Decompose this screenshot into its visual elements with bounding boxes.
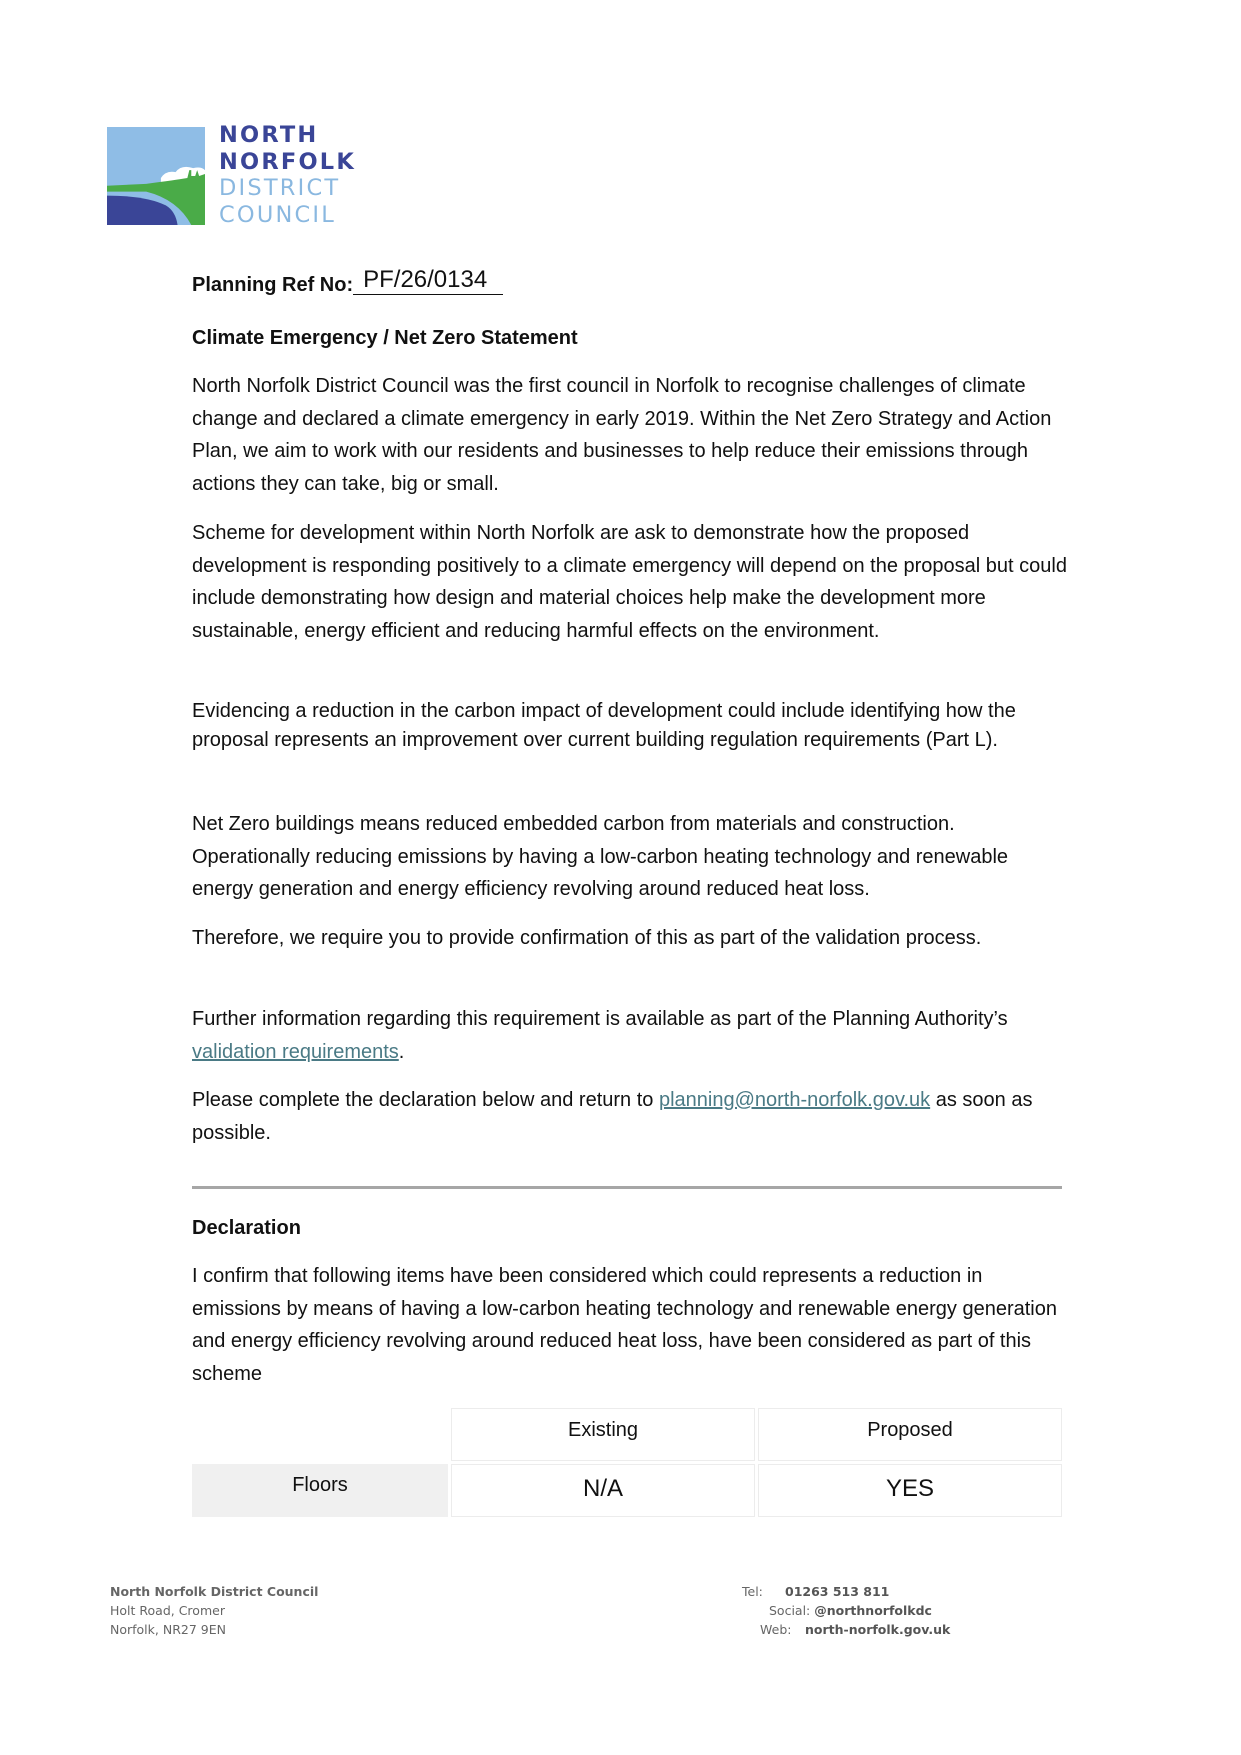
table-header-existing: Existing — [451, 1408, 755, 1461]
paragraph-text: North Norfolk District Council was the first council in Norfolk to recognise challenges of climate change and declared a climate emergency in early 2019. Within the Net Zero Strategy and Action Plan, we aim to work with our residents and businesses to help reduce their emissions through actions they can take, big or small. — [192, 375, 1052, 496]
further-info-paragraph — [192, 1003, 1072, 1068]
social-value: @northnorfolkdc — [814, 1603, 932, 1618]
web-label: Web: — [760, 1622, 792, 1637]
tel-label: Tel: — [742, 1584, 763, 1599]
further-info-text: Further information regarding this requirement is available as part of the Planning Authority’s — [192, 1008, 1008, 1030]
statement-paragraph-4 — [192, 808, 1072, 906]
planning-ref-value: PF/26/0134 — [353, 266, 503, 295]
planning-ref — [192, 266, 503, 299]
planning-email-link[interactable]: planning@north-norfolk.gov.uk — [658, 1089, 931, 1111]
footer-org-name: North Norfolk District Council — [110, 1584, 319, 1599]
statement-paragraph-5 — [192, 922, 1072, 955]
tel-value: 01263 513 811 — [785, 1584, 890, 1599]
logo-line: NORTH — [219, 122, 319, 148]
planning-ref-label: Planning Ref No: — [192, 274, 354, 296]
return-info-text: Please complete the declaration below and return to — [192, 1089, 659, 1111]
validation-requirements-link[interactable]: validation requirements — [192, 1040, 399, 1063]
social-label: Social: — [769, 1603, 811, 1618]
paragraph-text: Scheme for development within North Norfolk are ask to demonstrate how the proposed development is responding positively to a climate emergency will depend on the proposal but could include demonstrating how design and material choices help make the development more sustainable, energy efficient and reducing harmful effects on the environment. — [192, 522, 1067, 643]
statement-paragraph-1 — [192, 370, 1072, 501]
return-info-paragraph — [192, 1084, 1072, 1149]
footer-web — [742, 1620, 950, 1639]
return-info-end: as soon as possible. — [192, 1089, 1033, 1144]
row-label-floors: Floors — [192, 1464, 448, 1517]
cell-existing[interactable]: N/A — [451, 1464, 755, 1517]
council-logo-icon — [107, 127, 205, 225]
table-row — [192, 1464, 1062, 1517]
footer-address-line: Holt Road, Cromer — [110, 1603, 225, 1618]
section-divider — [192, 1186, 1062, 1189]
table-header-proposed: Proposed — [758, 1408, 1062, 1461]
logo-line: COUNCIL — [219, 201, 337, 228]
footer-address — [110, 1582, 318, 1639]
council-logo-text — [219, 122, 356, 228]
declaration-paragraph — [192, 1260, 1072, 1391]
declaration-table — [189, 1405, 1065, 1520]
footer-contact — [742, 1582, 950, 1639]
declaration-text: I confirm that following items have been considered which could represents a reduction in emissions by means of having a low-carbon heating technology and renewable energy generation and energy efficiency revolving around reduced heat loss, have been considered as part of this scheme — [192, 1265, 1057, 1386]
cell-proposed[interactable]: YES — [758, 1464, 1062, 1517]
paragraph-text: Net Zero buildings means reduced embedded carbon from materials and construction. Operationally reducing emissions by having a low-carbon heating technology and renewable energy generation and energy efficiency revolving around reduced heat loss. — [192, 813, 1009, 901]
logo-line: DISTRICT — [219, 175, 341, 201]
web-value: north-norfolk.gov.uk — [805, 1622, 951, 1637]
declaration-heading: Declaration — [192, 1217, 301, 1239]
further-info-end: . — [398, 1040, 405, 1063]
paragraph-text: Evidencing a reduction in the carbon impact of development could include identifying how the proposal represents an improvement over current building regulation requirements (Part L). — [192, 700, 1016, 751]
table-header-row — [192, 1408, 1062, 1461]
paragraph-text: Therefore, we require you to provide confirmation of this as part of the validation process. — [192, 927, 982, 949]
footer-tel — [742, 1582, 950, 1601]
logo-line: NORFOLK — [219, 148, 356, 175]
statement-paragraph-3 — [192, 697, 1072, 755]
table-header-blank — [192, 1408, 448, 1461]
statement-paragraph-2 — [192, 517, 1072, 648]
statement-heading: Climate Emergency / Net Zero Statement — [192, 327, 578, 349]
footer-social — [742, 1601, 950, 1620]
footer-address-line: Norfolk, NR27 9EN — [110, 1622, 226, 1637]
